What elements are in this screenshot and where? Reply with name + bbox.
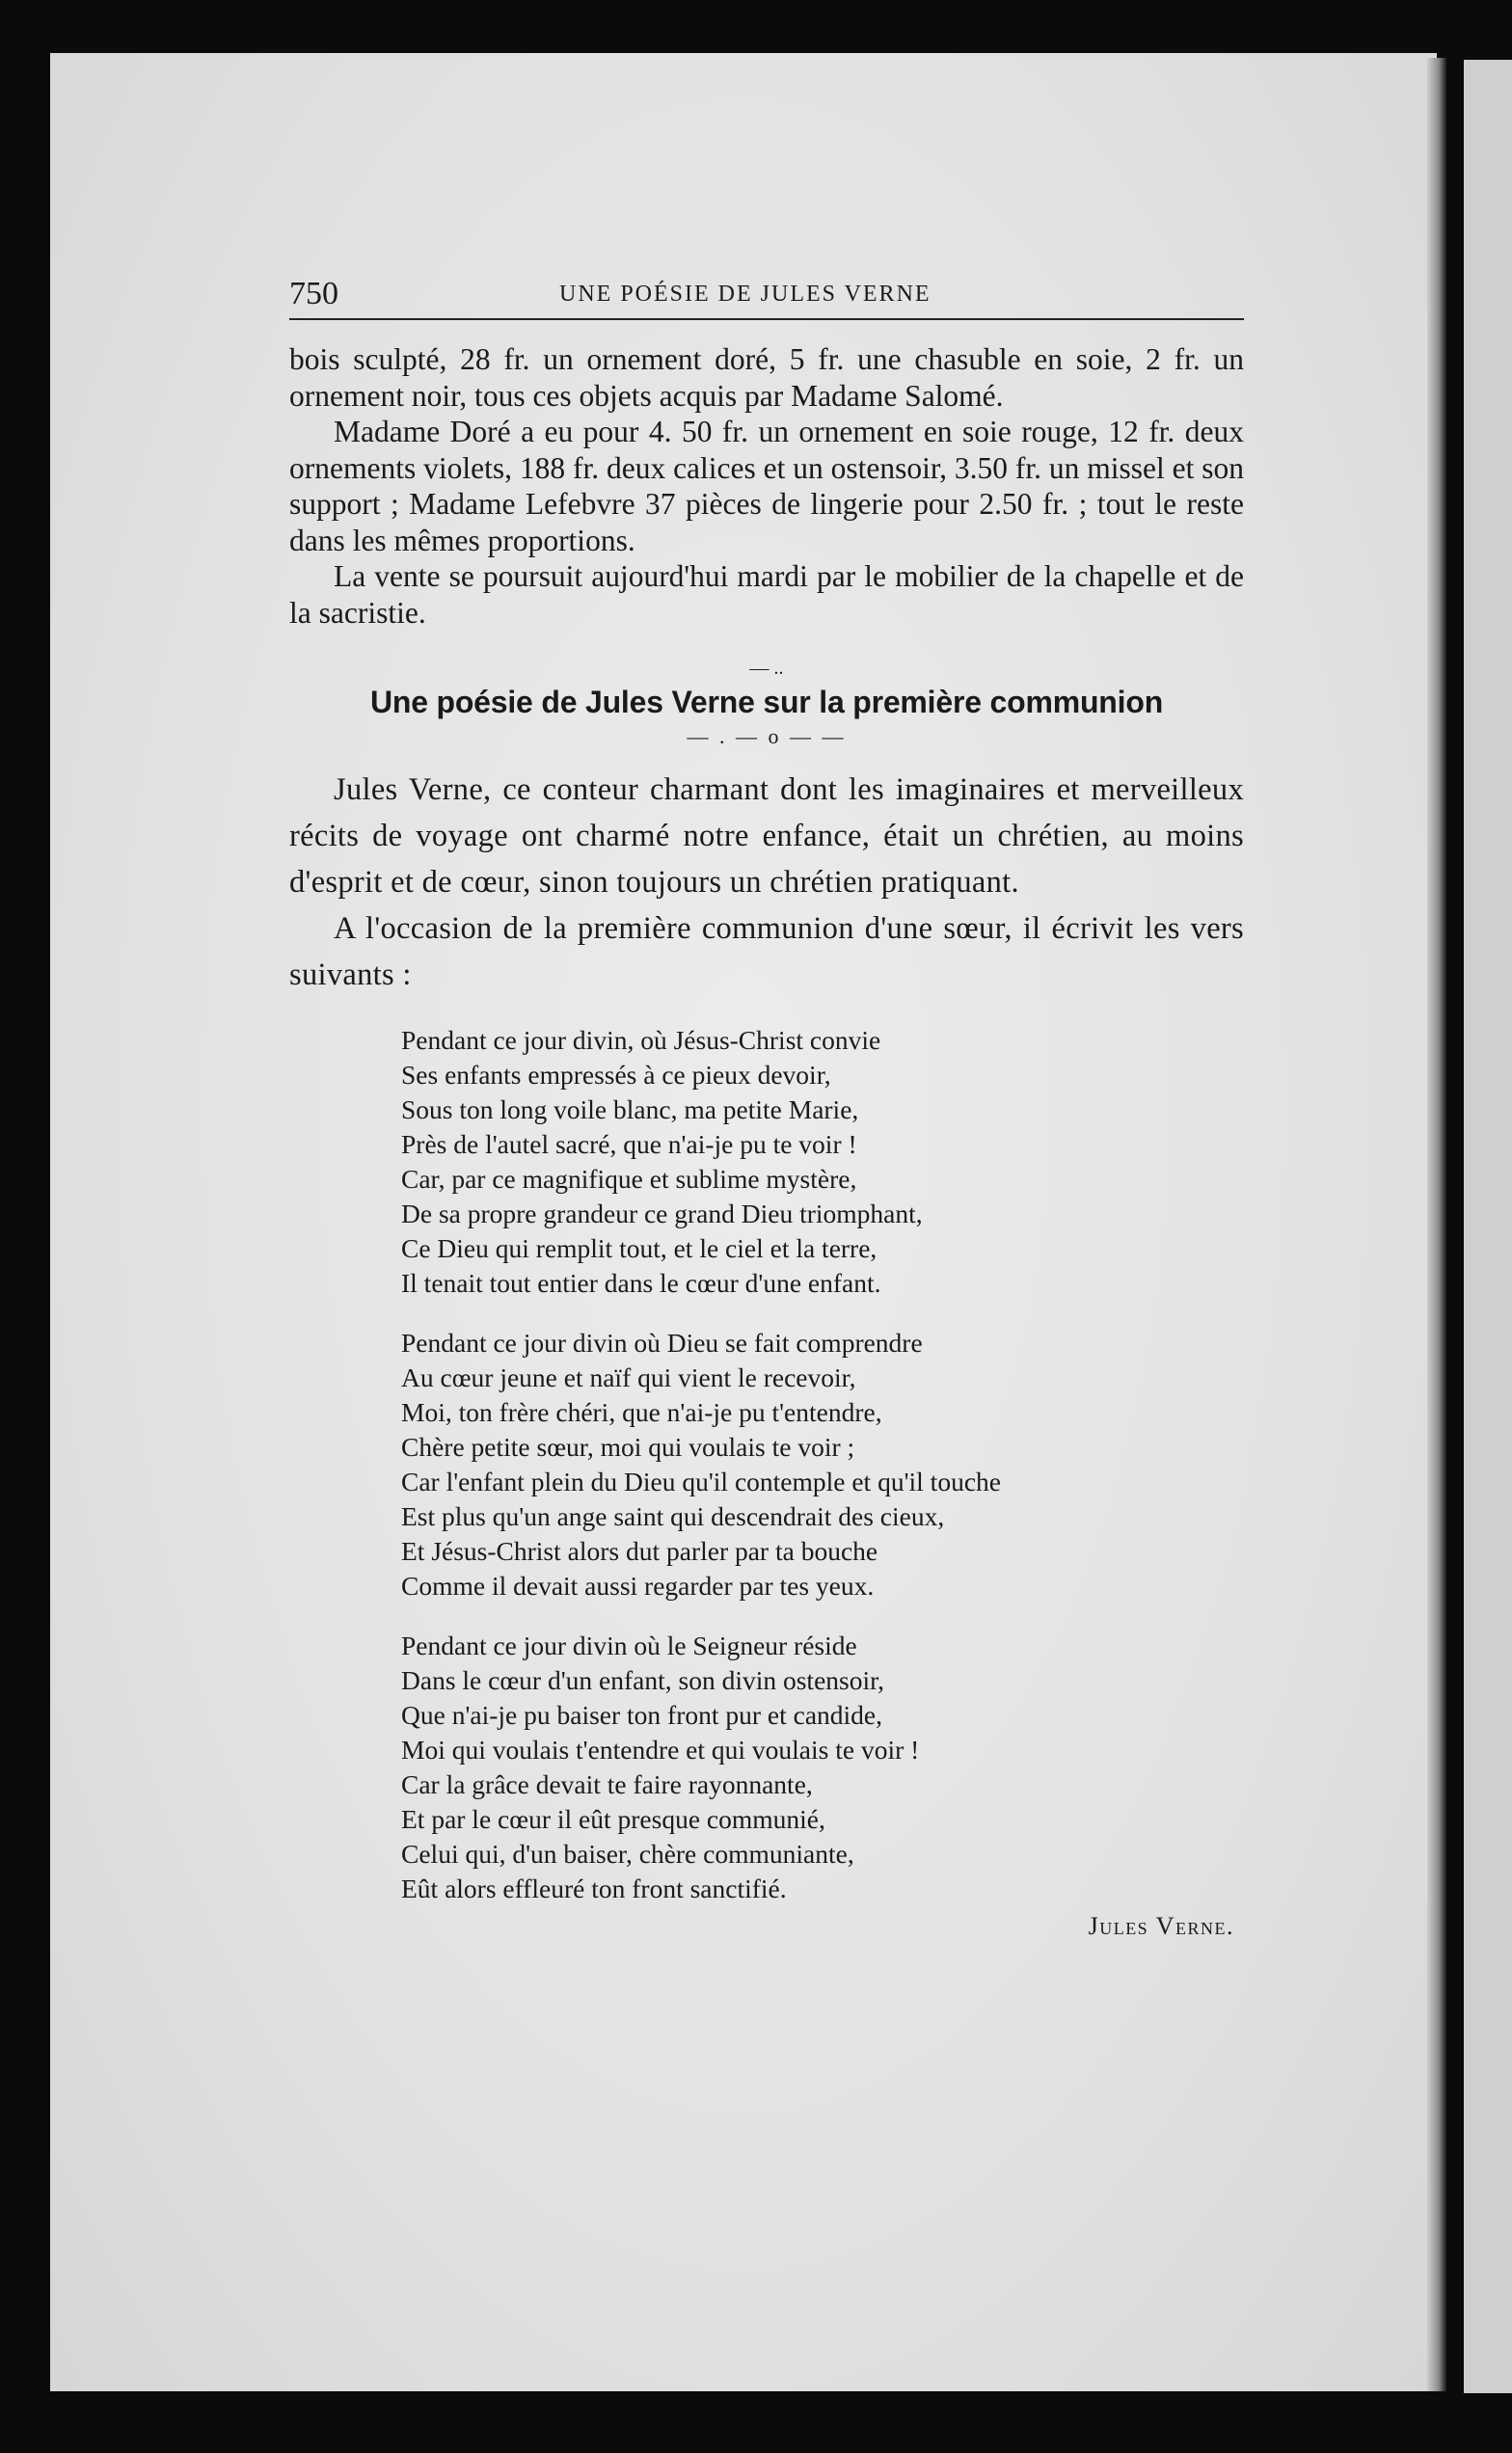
title-separator: — . — o — — xyxy=(687,724,847,748)
poem-verse: Près de l'autel sacré, que n'ai-je pu te voir ! xyxy=(401,1129,857,1159)
article-paragraph: Jules Verne, ce conteur charmant dont les imaginaires et merveilleux récits de voyage ont charmé notre enfance, était un chrétien, au moins d'esprit et de cœur, sinon toujours un chrétien pratiquant. xyxy=(289,772,1244,900)
poem-verse: Car la grâce devait te faire rayonnante, xyxy=(401,1769,813,1799)
adjacent-page-edge xyxy=(1464,60,1512,2393)
poem-verse: Ses enfants empressés à ce pieux devoir, xyxy=(401,1060,831,1090)
intro-paragraph: Madame Doré a eu pour 4. 50 fr. un ornement en soie rouge, 12 fr. deux ornements violets, 188 fr. deux calices et un ostensoir, 3.50 fr. un missel et son support ; Madame Lefebvre 37 pièces de lingerie pour 2.50 fr. ; tout le reste dans les mêmes proportions. xyxy=(289,415,1244,557)
poem-verse: Sous ton long voile blanc, ma petite Marie, xyxy=(401,1094,859,1124)
poem-verse: Il tenait tout entier dans le cœur d'une enfant. xyxy=(401,1268,881,1298)
poem-verse: Car l'enfant plein du Dieu qu'il contemple et qu'il touche xyxy=(401,1467,1001,1496)
page-number: 750 xyxy=(289,276,338,311)
poem-verse: Eût alors effleuré ton front sanctifié. xyxy=(401,1873,787,1903)
section-dash: — .. xyxy=(749,658,784,679)
running-header xyxy=(289,270,1244,320)
poem-verse: Celui qui, d'un baiser, chère communiante, xyxy=(401,1839,854,1869)
poem-verse: Car, par ce magnifique et sublime mystère, xyxy=(401,1164,857,1194)
page-content xyxy=(289,270,1244,1941)
poem-verse: Pendant ce jour divin où le Seigneur réside xyxy=(401,1631,857,1660)
poem-stanza xyxy=(401,1326,1244,1604)
poem-verse: Est plus qu'un ange saint qui descendrait des cieux, xyxy=(401,1501,945,1531)
article-paragraph: A l'occasion de la première communion d'une sœur, il écrivit les vers suivants : xyxy=(289,911,1244,992)
intro-paragraph: La vente se poursuit aujourd'hui mardi par le mobilier de la chapelle et de la sacristie. xyxy=(289,559,1244,630)
poem-verse: Comme il devait aussi regarder par tes yeux. xyxy=(401,1571,875,1601)
poem-verse: Moi, ton frère chéri, que n'ai-je pu t'entendre, xyxy=(401,1397,882,1427)
author-signature: Jules Verne. xyxy=(1088,1912,1234,1940)
poem-stanza xyxy=(401,1023,1244,1301)
poem-verse: Chère petite sœur, moi qui voulais te voir ; xyxy=(401,1432,855,1462)
poem-verse: Pendant ce jour divin, où Jésus-Christ convie xyxy=(401,1025,881,1055)
poem-stanza xyxy=(401,1629,1244,1906)
poem-verse: Et par le cœur il eût presque communié, xyxy=(401,1804,825,1834)
poem-verse: Pendant ce jour divin où Dieu se fait comprendre xyxy=(401,1328,923,1358)
poem-verse: Au cœur jeune et naïf qui vient le recevoir, xyxy=(401,1362,856,1392)
poem-verse: De sa propre grandeur ce grand Dieu triomphant, xyxy=(401,1199,923,1228)
article-title: Une poésie de Jules Verne sur la première communion xyxy=(369,685,1164,719)
poem-verse: Moi qui voulais t'entendre et qui voulais te voir ! xyxy=(401,1735,920,1765)
running-title: UNE POÉSIE DE JULES VERNE xyxy=(559,282,932,307)
poem-verse: Et Jésus-Christ alors dut parler par ta bouche xyxy=(401,1536,878,1566)
poem xyxy=(401,1023,1244,1906)
poem-verse: Que n'ai-je pu baiser ton front pur et candide, xyxy=(401,1700,883,1730)
book-gutter xyxy=(1427,58,1446,2391)
poem-verse: Ce Dieu qui remplit tout, et le ciel et la terre, xyxy=(401,1233,878,1263)
intro-paragraph: bois sculpté, 28 fr. un ornement doré, 5 fr. une chasuble en soie, 2 fr. un ornement noir, tous ces objets acquis par Madame Salomé. xyxy=(289,342,1244,413)
poem-verse: Dans le cœur d'un enfant, son divin ostensoir, xyxy=(401,1665,885,1695)
